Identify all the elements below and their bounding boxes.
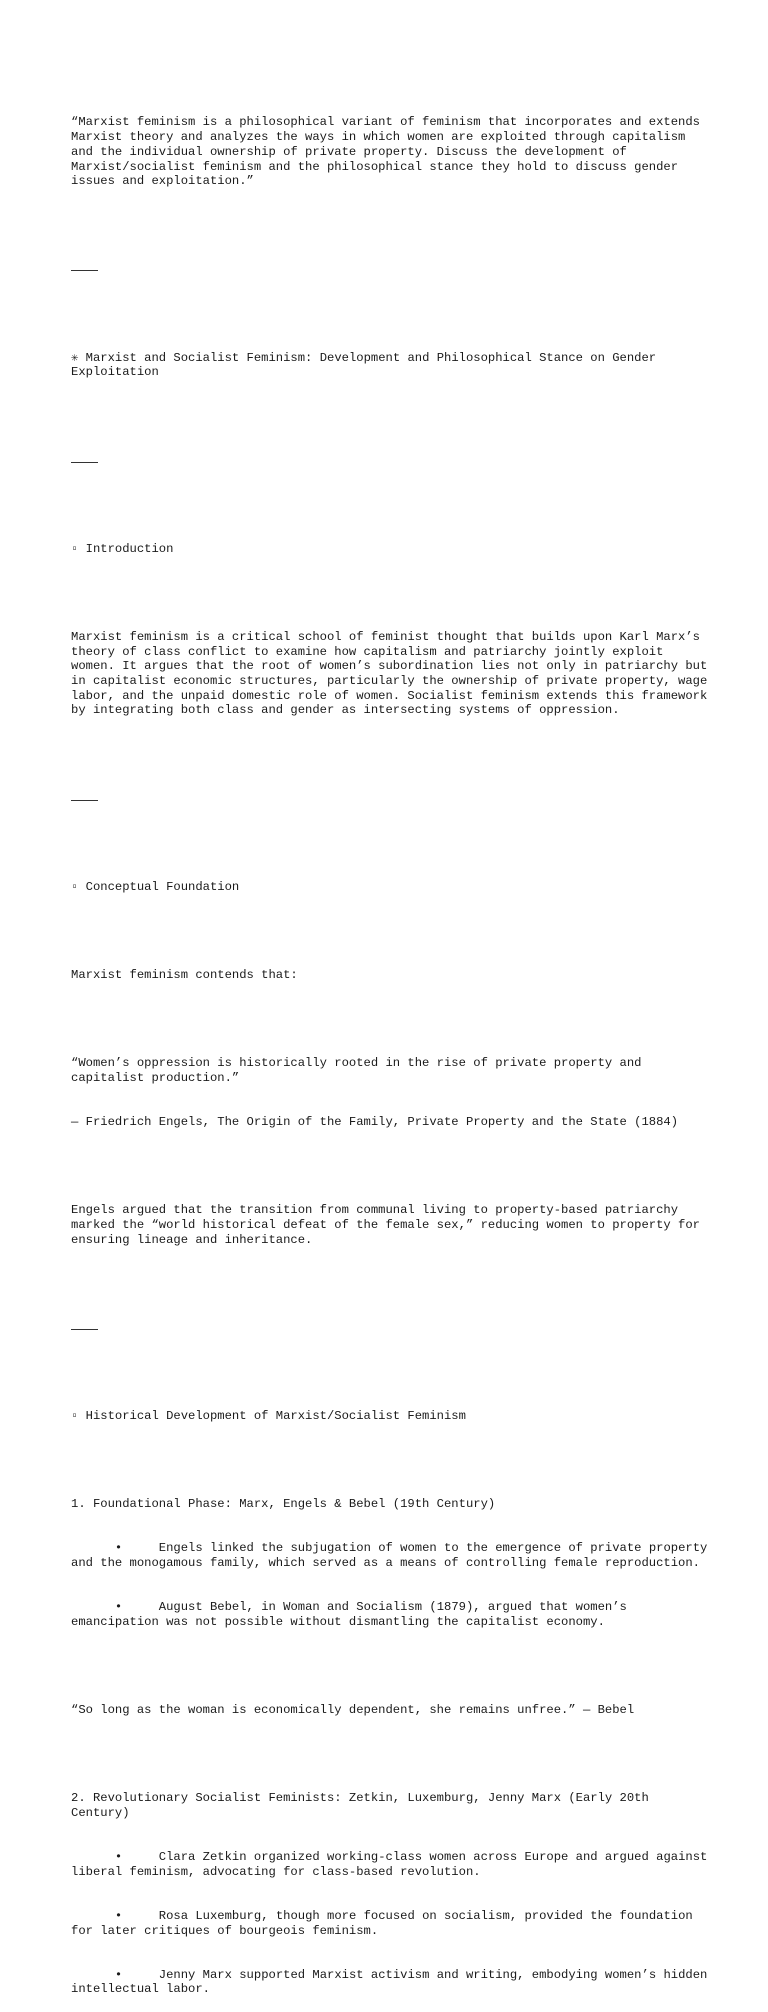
document-page <box>71 86 715 2012</box>
bebel-quote: “So long as the woman is economically dependent, she remains unfree.” — Bebel <box>71 1703 635 1718</box>
introduction-heading: ▫ Introduction <box>71 541 174 556</box>
document-title: ✳ Marxist and Socialist Feminism: Development and Philosophical Stance on Gender Exploitation <box>71 350 664 380</box>
engels-quote: “Women’s oppression is historically rooted in the rise of private property and capitalist production.” <box>71 1056 649 1085</box>
bullet-glyph: • <box>114 1850 123 1865</box>
historical-development-heading: ▫ Historical Development of Marxist/Socialist Feminism <box>71 1409 466 1424</box>
list-item <box>71 1850 715 1879</box>
phase-2-heading: 2. Revolutionary Socialist Feminists: Zetkin, Luxemburg, Jenny Marx (Early 20th Century) <box>71 1791 657 1820</box>
bullet-glyph: • <box>114 1908 123 1923</box>
engels-citation: — Friedrich Engels, The Origin of the Family, Private Property and the State (1884) <box>71 1115 679 1130</box>
list-item <box>71 1541 715 1571</box>
section-divider <box>71 792 711 807</box>
list-item <box>71 1909 711 1938</box>
list-item <box>71 1967 715 1997</box>
essay-prompt: “Marxist feminism is a philosophical variant of feminism that incorporates and extends Marxist theory and analyzes the ways in which women are exploited through capitalism and the individual ownership of private property. Discuss the development of Marxist/socialist feminism and the philosophical stance they hold to discuss gender issues and exploitation.” <box>71 115 708 189</box>
bullet-glyph: • <box>114 1541 123 1556</box>
conceptual-body: Engels argued that the transition from communal living to property-based patriarchy marked the “world historical defeat of the female sex,” reducing women to property for ensuring lineage and inheritance. <box>71 1203 708 1247</box>
list-item <box>71 1600 711 1629</box>
bullet-glyph: • <box>114 1967 123 1982</box>
phase-2-bullet-3: Jenny Marx supported Marxist activism and writing, embodying women’s hidden intellectual labor. <box>71 1967 715 1997</box>
introduction-body: Marxist feminism is a critical school of feminist thought that builds upon Karl Marx’s theory of class conflict to examine how capitalism and patriarchy jointly exploit women. It argues that the root of women’s subordination lies not only in patriarchy but in capitalist economic structures, particularly the ownership of private property, wage labor, and the unpaid domestic role of women. Socialist feminism extends this framework by integrating both class and gender as intersecting systems of oppression. <box>71 629 715 718</box>
section-divider <box>71 454 711 469</box>
section-divider <box>71 1321 711 1336</box>
section-divider <box>71 262 711 277</box>
phase-1-bullet-2: August Bebel, in Woman and Socialism (1879), argued that women’s emancipation was not possible without dismantling the capitalist economy. <box>71 1600 635 1629</box>
phase-1-heading: 1. Foundational Phase: Marx, Engels & Bebel (19th Century) <box>71 1497 496 1512</box>
conceptual-foundation-heading: ▫ Conceptual Foundation <box>71 879 240 894</box>
conceptual-lead: Marxist feminism contends that: <box>71 968 298 983</box>
phase-2-bullet-1: Clara Zetkin organized working-class women across Europe and argued against liberal feminism, advocating for class-based revolution. <box>71 1850 715 1879</box>
phase-1-bullet-1: Engels linked the subjugation of women to the emergence of private property and the monogamous family, which served as a means of controlling female reproduction. <box>71 1541 715 1571</box>
phase-2-bullet-2: Rosa Luxemburg, though more focused on socialism, provided the foundation for later critiques of bourgeois feminism. <box>71 1908 701 1938</box>
bullet-glyph: • <box>114 1600 123 1615</box>
